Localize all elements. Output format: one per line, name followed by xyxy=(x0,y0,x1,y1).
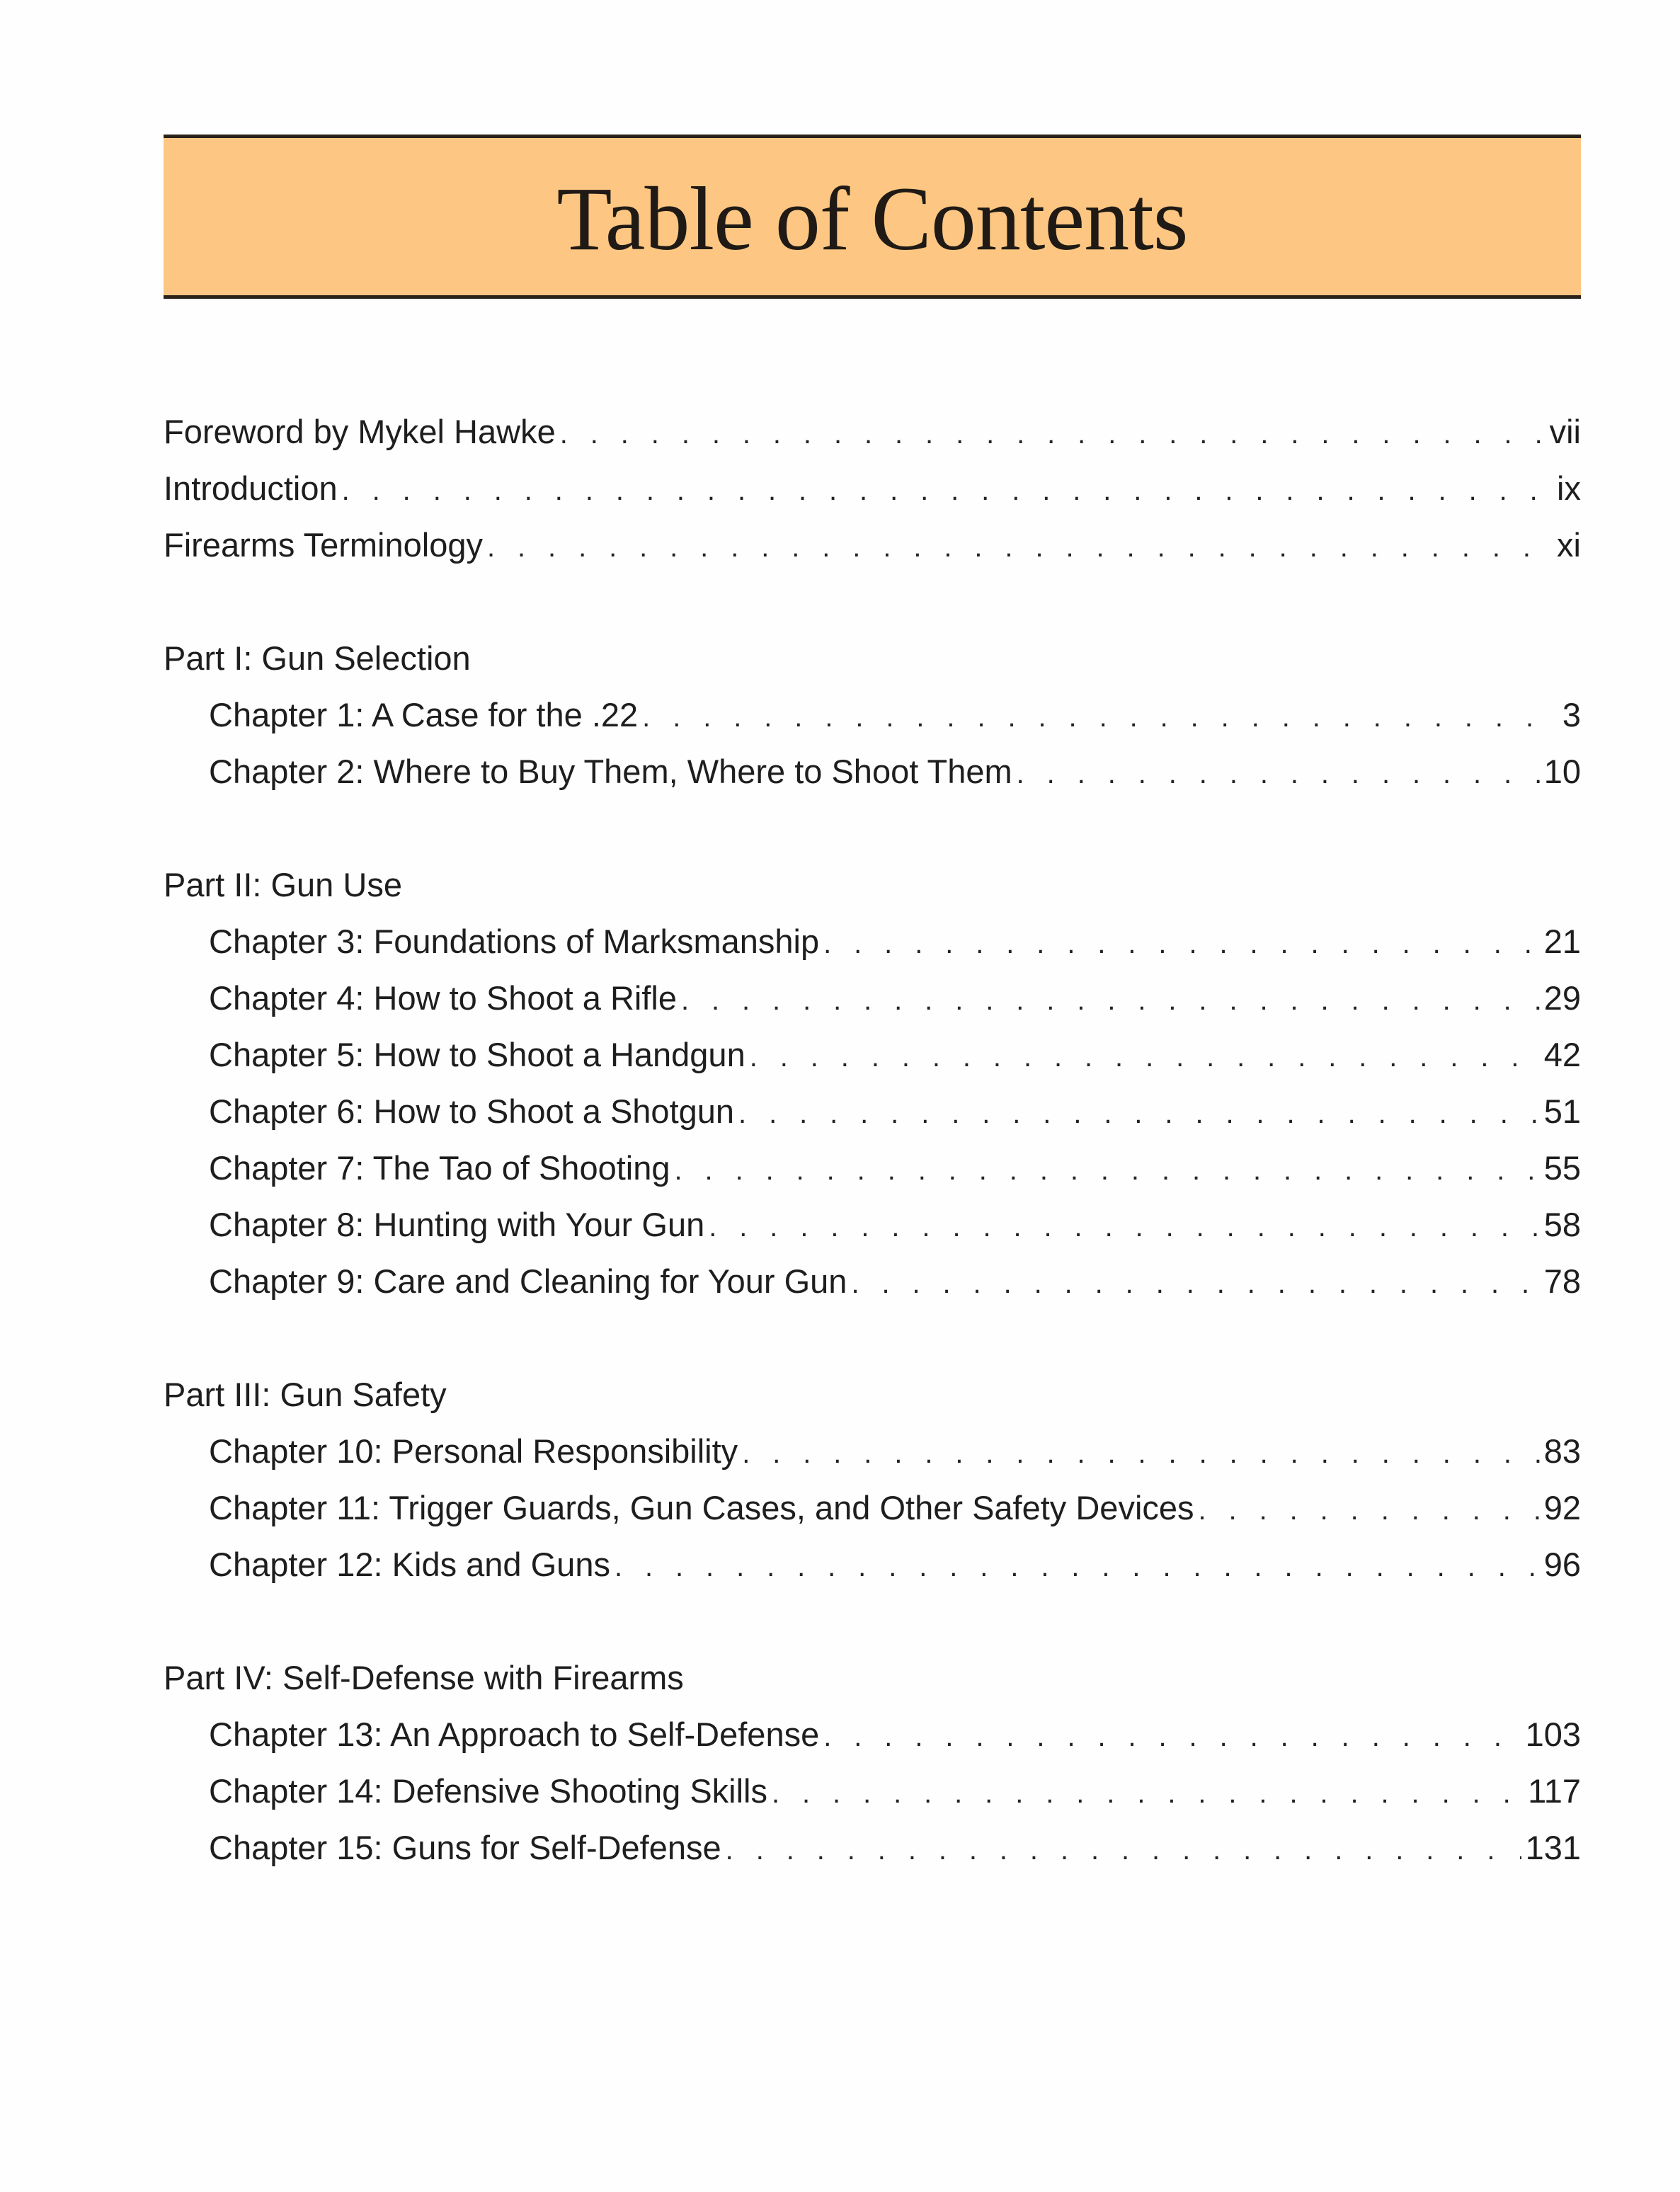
dot-leader xyxy=(675,1142,1540,1199)
dot-leader xyxy=(738,1085,1540,1142)
dot-leader xyxy=(342,462,1553,519)
toc-page-number: ix xyxy=(1557,469,1581,507)
part-heading-2: Part II: Gun Use xyxy=(164,866,402,903)
toc-entry-chapter-6[interactable] xyxy=(164,1083,1581,1140)
toc-page-number: 10 xyxy=(1543,753,1581,790)
toc-page-number: vii xyxy=(1549,413,1581,450)
toc-entry-chapter-8[interactable] xyxy=(164,1197,1581,1253)
page-title: Table of Contents xyxy=(556,169,1188,269)
dot-leader xyxy=(642,689,1558,746)
toc-page-number: 83 xyxy=(1543,1432,1581,1470)
dot-leader xyxy=(823,1708,1521,1765)
toc-entry-label: Chapter 3: Foundations of Marksmanship xyxy=(209,923,820,960)
toc-entry-label: Chapter 5: How to Shoot a Handgun xyxy=(209,1036,745,1073)
toc-entry-chapter-15[interactable] xyxy=(164,1820,1581,1876)
toc-entry-chapter-9[interactable] xyxy=(164,1253,1581,1310)
toc-page-number: 103 xyxy=(1525,1716,1581,1753)
dot-leader xyxy=(742,1425,1540,1482)
toc-entry-label: Chapter 10: Personal Responsibility xyxy=(209,1432,738,1470)
toc-page-number: 42 xyxy=(1543,1036,1581,1073)
dot-leader xyxy=(750,1029,1540,1085)
dot-leader xyxy=(709,1199,1539,1255)
toc-entry-chapter-5[interactable] xyxy=(164,1027,1581,1083)
toc-page-number: 21 xyxy=(1543,923,1581,960)
toc-entry-firearms-terminology[interactable] xyxy=(164,517,1581,573)
dot-leader xyxy=(487,519,1553,576)
toc-entry-label: Chapter 13: An Approach to Self-Defense xyxy=(209,1716,820,1753)
dot-leader xyxy=(1017,746,1540,802)
dot-leader xyxy=(615,1539,1540,1595)
part-heading-1: Part I: Gun Selection xyxy=(164,639,471,677)
dot-leader xyxy=(560,406,1545,462)
toc-page-number: xi xyxy=(1557,526,1581,564)
toc-page-number: 96 xyxy=(1543,1546,1581,1583)
toc-page-number: 29 xyxy=(1543,979,1581,1017)
toc-page-number: 117 xyxy=(1528,1772,1581,1810)
toc-entry-label: Chapter 15: Guns for Self-Defense xyxy=(209,1829,721,1866)
toc-page-number: 55 xyxy=(1543,1149,1581,1187)
toc-entry-introduction[interactable] xyxy=(164,460,1581,517)
toc-entry-label: Chapter 6: How to Shoot a Shotgun xyxy=(209,1092,735,1130)
toc-entry-chapter-10[interactable] xyxy=(164,1423,1581,1480)
spacer xyxy=(164,1310,1581,1366)
part-heading-4: Part IV: Self-Defense with Firearms xyxy=(164,1659,684,1696)
spacer xyxy=(164,800,1581,857)
dot-leader xyxy=(681,972,1540,1029)
table-of-contents xyxy=(164,404,1581,1876)
toc-page-number: 51 xyxy=(1543,1092,1581,1130)
toc-entry-chapter-3[interactable] xyxy=(164,913,1581,970)
toc-entry-label: Introduction xyxy=(164,469,338,507)
dot-leader xyxy=(1199,1482,1540,1539)
dot-leader xyxy=(772,1765,1524,1822)
toc-entry-label: Chapter 1: A Case for the .22 xyxy=(209,696,639,733)
toc-entry-chapter-14[interactable] xyxy=(164,1763,1581,1820)
title-banner xyxy=(164,135,1581,299)
toc-entry-label: Chapter 7: The Tao of Shooting xyxy=(209,1149,670,1187)
dot-leader xyxy=(823,915,1540,972)
toc-entry-chapter-12[interactable] xyxy=(164,1536,1581,1593)
toc-entry-chapter-7[interactable] xyxy=(164,1140,1581,1197)
toc-entry-label: Foreword by Mykel Hawke xyxy=(164,413,556,450)
toc-entry-label: Chapter 8: Hunting with Your Gun xyxy=(209,1206,705,1243)
spacer xyxy=(164,1593,1581,1650)
toc-page-number: 92 xyxy=(1543,1489,1581,1526)
toc-entry-label: Chapter 11: Trigger Guards, Gun Cases, and Other Safety Devices xyxy=(209,1489,1194,1526)
toc-page-number: 3 xyxy=(1562,696,1581,733)
toc-page-number: 78 xyxy=(1543,1262,1581,1300)
toc-entry-label: Chapter 12: Kids and Guns xyxy=(209,1546,610,1583)
toc-page-number: 131 xyxy=(1525,1829,1581,1866)
toc-entry-label: Firearms Terminology xyxy=(164,526,483,564)
toc-page-number: 58 xyxy=(1543,1206,1581,1243)
dot-leader xyxy=(726,1822,1521,1878)
toc-entry-label: Chapter 2: Where to Buy Them, Where to Shoot Them xyxy=(209,753,1012,790)
toc-entry-chapter-1[interactable] xyxy=(164,687,1581,743)
toc-entry-chapter-13[interactable] xyxy=(164,1706,1581,1763)
toc-entry-chapter-11[interactable] xyxy=(164,1480,1581,1536)
toc-entry-chapter-4[interactable] xyxy=(164,970,1581,1027)
toc-entry-chapter-2[interactable] xyxy=(164,743,1581,800)
dot-leader xyxy=(851,1255,1539,1312)
spacer xyxy=(164,573,1581,630)
toc-entry-label: Chapter 9: Care and Cleaning for Your Gun xyxy=(209,1262,847,1300)
toc-entry-label: Chapter 4: How to Shoot a Rifle xyxy=(209,979,677,1017)
toc-entry-foreword[interactable] xyxy=(164,404,1581,460)
part-heading-3: Part III: Gun Safety xyxy=(164,1376,447,1413)
toc-entry-label: Chapter 14: Defensive Shooting Skills xyxy=(209,1772,767,1810)
